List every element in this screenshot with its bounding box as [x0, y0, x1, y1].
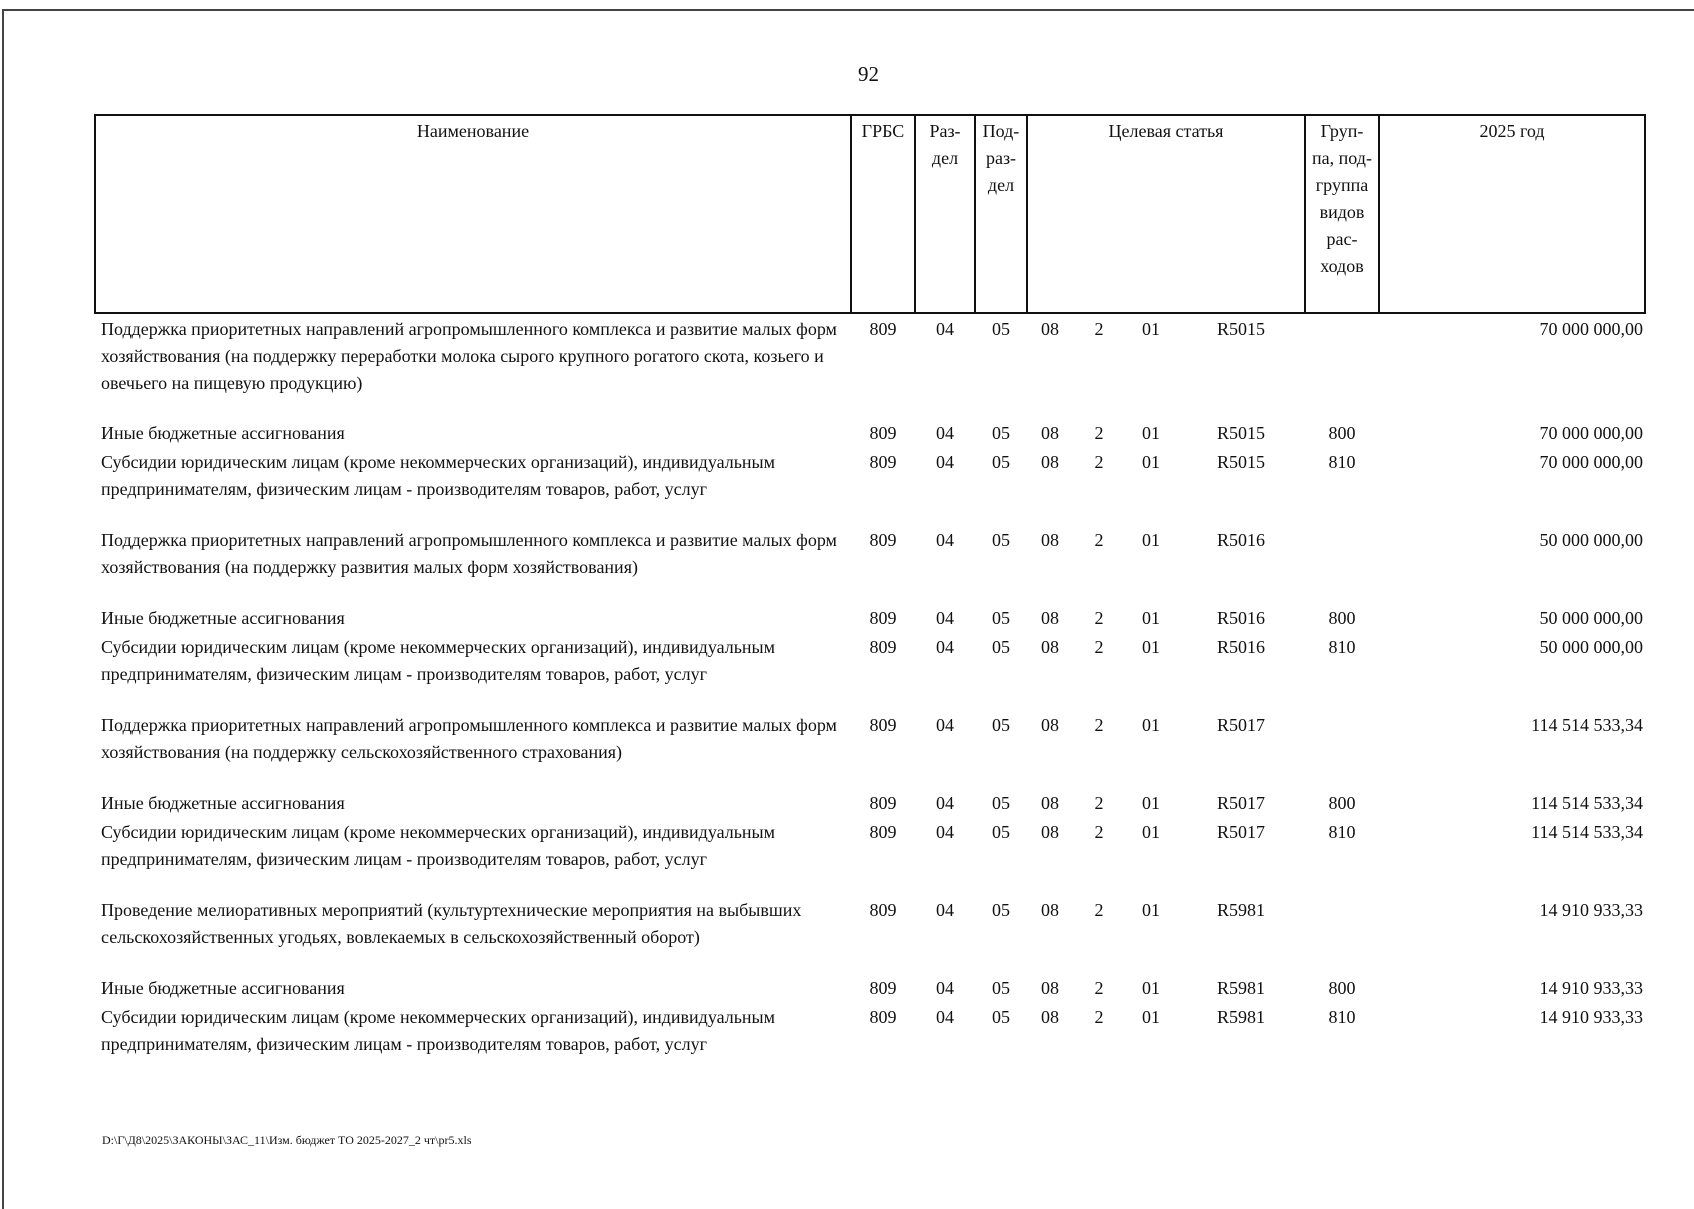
cell-target-code: R5016	[1216, 637, 1265, 657]
cell-podrazdel: 05	[992, 715, 1010, 735]
cell-name: Поддержка приоритетных направлений агропромышленного комплекса и развитие малых форм хозяйствования (на поддержку сельскохозяйственного страхования)	[101, 715, 837, 762]
table-row	[95, 632, 1645, 710]
header-expense-group: Груп- па, под- группа видов рас- ходов	[1305, 115, 1379, 313]
cell-target-code: R5016	[1216, 530, 1265, 550]
header-name: Наименование	[95, 115, 851, 313]
header-razdel: Раз- дел	[915, 115, 975, 313]
cell-target-code: R5015	[1216, 319, 1265, 339]
cell-razdel: 04	[936, 423, 954, 443]
cell-grbs: 809	[869, 608, 897, 628]
cell-name: Иные бюджетные ассигнования	[101, 793, 345, 813]
cell-grbs: 809	[869, 1007, 897, 1027]
cell-expense-group: 800	[1328, 978, 1356, 998]
table-row	[95, 313, 1645, 418]
table-header	[95, 115, 1645, 313]
cell-expense-group	[1305, 525, 1379, 603]
cell-amount: 50 000 000,00	[1539, 608, 1643, 628]
cell-expense-group	[1305, 313, 1379, 418]
cell-grbs: 809	[869, 715, 897, 735]
cell-target-event: 01	[1142, 319, 1160, 339]
cell-target-program: 08	[1041, 793, 1059, 813]
cell-amount: 14 910 933,33	[1539, 1007, 1643, 1027]
cell-podrazdel: 05	[992, 423, 1010, 443]
cell-target-code: R5015	[1216, 452, 1265, 472]
cell-target-type: 2	[1094, 319, 1104, 339]
cell-target-type: 2	[1094, 423, 1104, 443]
cell-expense-group	[1305, 710, 1379, 788]
cell-target-code: R5017	[1216, 715, 1265, 735]
cell-grbs: 809	[869, 423, 897, 443]
cell-target-type: 2	[1094, 530, 1104, 550]
cell-razdel: 04	[936, 319, 954, 339]
cell-grbs: 809	[869, 637, 897, 657]
cell-target-type: 2	[1094, 715, 1104, 735]
cell-razdel: 04	[936, 637, 954, 657]
cell-podrazdel: 05	[992, 319, 1010, 339]
cell-expense-group: 810	[1328, 1007, 1356, 1027]
cell-expense-group	[1305, 895, 1379, 973]
cell-podrazdel: 05	[992, 637, 1010, 657]
cell-podrazdel: 05	[992, 452, 1010, 472]
table-row	[95, 710, 1645, 788]
cell-target-program: 08	[1041, 822, 1059, 842]
cell-target-type: 2	[1094, 793, 1104, 813]
cell-razdel: 04	[936, 715, 954, 735]
cell-expense-group: 810	[1328, 822, 1356, 842]
cell-target-program: 08	[1041, 978, 1059, 998]
cell-target-type: 2	[1094, 637, 1104, 657]
cell-amount: 50 000 000,00	[1539, 530, 1643, 550]
header-target-article: Целевая статья	[1027, 115, 1305, 313]
cell-target-code: R5016	[1216, 608, 1265, 628]
cell-grbs: 809	[869, 530, 897, 550]
cell-grbs: 809	[869, 793, 897, 813]
cell-podrazdel: 05	[992, 822, 1010, 842]
cell-target-event: 01	[1142, 608, 1160, 628]
cell-razdel: 04	[936, 900, 954, 920]
cell-target-type: 2	[1094, 1007, 1104, 1027]
cell-target-event: 01	[1142, 423, 1160, 443]
cell-name: Субсидии юридическим лицам (кроме некоммерческих организаций), индивидуальным предпринимателям, физическим лицам - производителям товаров, работ, услуг	[101, 1007, 776, 1054]
cell-grbs: 809	[869, 452, 897, 472]
cell-podrazdel: 05	[992, 978, 1010, 998]
cell-razdel: 04	[936, 608, 954, 628]
cell-target-code: R5981	[1216, 978, 1265, 998]
cell-target-event: 01	[1142, 822, 1160, 842]
table-body	[95, 313, 1645, 1080]
cell-target-type: 2	[1094, 900, 1104, 920]
cell-name: Субсидии юридическим лицам (кроме некоммерческих организаций), индивидуальным предпринимателям, физическим лицам - производителям товаров, работ, услуг	[101, 637, 776, 684]
cell-amount: 70 000 000,00	[1539, 452, 1643, 472]
cell-grbs: 809	[869, 978, 897, 998]
cell-name: Проведение мелиоративных мероприятий (культуртехнические мероприятия на выбывших сельскохозяйственных угодьях, вовлекаемых в сельскохозяйственный оборот)	[101, 900, 802, 947]
cell-target-code: R5015	[1216, 423, 1265, 443]
cell-target-event: 01	[1142, 1007, 1160, 1027]
header-podrazdel: Под- раз- дел	[975, 115, 1027, 313]
cell-target-program: 08	[1041, 900, 1059, 920]
cell-amount: 70 000 000,00	[1539, 319, 1643, 339]
table-row	[95, 447, 1645, 525]
cell-name: Иные бюджетные ассигнования	[101, 978, 345, 998]
cell-podrazdel: 05	[992, 1007, 1010, 1027]
cell-grbs: 809	[869, 319, 897, 339]
table-row	[95, 973, 1645, 1002]
cell-target-type: 2	[1094, 608, 1104, 628]
cell-target-event: 01	[1142, 637, 1160, 657]
cell-name: Поддержка приоритетных направлений агропромышленного комплекса и развитие малых форм хозяйствования (на поддержку переработки молока сырого крупного рогатого скота, козьего и овечьего на пищевую продукцию)	[101, 319, 837, 393]
cell-target-type: 2	[1094, 452, 1104, 472]
cell-grbs: 809	[869, 900, 897, 920]
cell-expense-group: 800	[1328, 608, 1356, 628]
cell-razdel: 04	[936, 793, 954, 813]
cell-razdel: 04	[936, 530, 954, 550]
cell-razdel: 04	[936, 452, 954, 472]
cell-name: Субсидии юридическим лицам (кроме некоммерческих организаций), индивидуальным предпринимателям, физическим лицам - производителям товаров, работ, услуг	[101, 822, 776, 869]
cell-amount: 14 910 933,33	[1539, 978, 1643, 998]
page-number: 92	[858, 62, 879, 86]
cell-target-code: R5017	[1216, 822, 1265, 842]
cell-target-program: 08	[1041, 608, 1059, 628]
cell-target-code: R5017	[1216, 793, 1265, 813]
cell-target-type: 2	[1094, 822, 1104, 842]
cell-target-program: 08	[1041, 1007, 1059, 1027]
cell-target-program: 08	[1041, 319, 1059, 339]
cell-target-event: 01	[1142, 793, 1160, 813]
table-row	[95, 895, 1645, 973]
cell-expense-group: 800	[1328, 423, 1356, 443]
budget-table	[94, 114, 1646, 1080]
cell-razdel: 04	[936, 978, 954, 998]
table-row	[95, 525, 1645, 603]
cell-amount: 70 000 000,00	[1539, 423, 1643, 443]
cell-amount: 114 514 533,34	[1531, 715, 1643, 735]
file-path-footer: D:\Г\Д8\2025\ЗАКОНЫ\ЗАС_11\Изм. бюджет ТО 2025-2027_2 чт\pr5.xls	[102, 1133, 472, 1147]
cell-target-event: 01	[1142, 715, 1160, 735]
header-year-2025: 2025 год	[1379, 115, 1645, 313]
cell-target-event: 01	[1142, 900, 1160, 920]
cell-amount: 50 000 000,00	[1539, 637, 1643, 657]
cell-expense-group: 810	[1328, 452, 1356, 472]
cell-target-code: R5981	[1216, 900, 1265, 920]
cell-podrazdel: 05	[992, 608, 1010, 628]
table-row	[95, 603, 1645, 632]
cell-target-program: 08	[1041, 423, 1059, 443]
cell-expense-group: 800	[1328, 793, 1356, 813]
cell-name: Субсидии юридическим лицам (кроме некоммерческих организаций), индивидуальным предпринимателям, физическим лицам - производителям товаров, работ, услуг	[101, 452, 776, 499]
cell-target-event: 01	[1142, 978, 1160, 998]
cell-target-program: 08	[1041, 530, 1059, 550]
cell-razdel: 04	[936, 822, 954, 842]
cell-target-program: 08	[1041, 452, 1059, 472]
cell-podrazdel: 05	[992, 900, 1010, 920]
table-row	[95, 1002, 1645, 1080]
cell-target-program: 08	[1041, 715, 1059, 735]
cell-target-type: 2	[1094, 978, 1104, 998]
cell-razdel: 04	[936, 1007, 954, 1027]
cell-name: Иные бюджетные ассигнования	[101, 608, 345, 628]
cell-target-program: 08	[1041, 637, 1059, 657]
cell-expense-group: 810	[1328, 637, 1356, 657]
cell-target-event: 01	[1142, 452, 1160, 472]
header-grbs: ГРБС	[851, 115, 915, 313]
cell-target-code: R5981	[1216, 1007, 1265, 1027]
cell-amount: 14 910 933,33	[1539, 900, 1643, 920]
cell-name: Поддержка приоритетных направлений агропромышленного комплекса и развитие малых форм хозяйствования (на поддержку развития малых форм хозяйствования)	[101, 530, 837, 577]
cell-podrazdel: 05	[992, 793, 1010, 813]
table-row	[95, 788, 1645, 817]
table-row	[95, 817, 1645, 895]
table-row	[95, 418, 1645, 447]
cell-amount: 114 514 533,34	[1531, 822, 1643, 842]
cell-podrazdel: 05	[992, 530, 1010, 550]
cell-target-event: 01	[1142, 530, 1160, 550]
cell-amount: 114 514 533,34	[1531, 793, 1643, 813]
cell-grbs: 809	[869, 822, 897, 842]
cell-name: Иные бюджетные ассигнования	[101, 423, 345, 443]
